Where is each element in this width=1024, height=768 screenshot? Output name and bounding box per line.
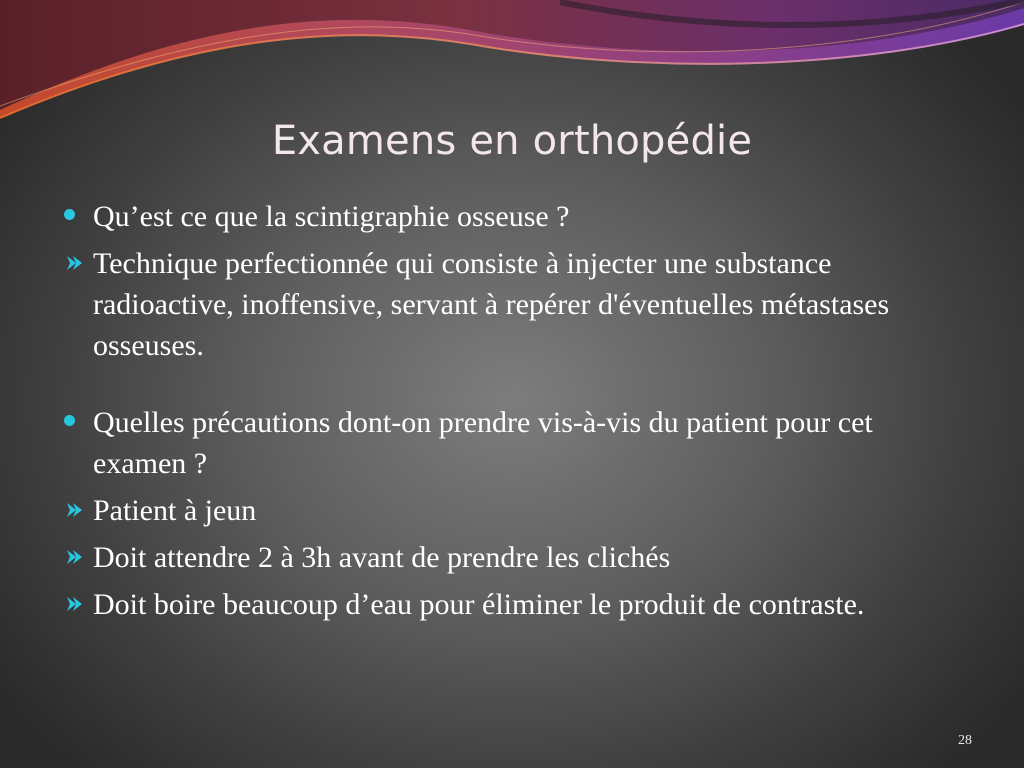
slide-content <box>62 196 962 631</box>
page-number: 28 <box>958 733 972 748</box>
bullet-answer-1 <box>62 243 962 366</box>
bullet-text: Doit attendre 2 à 3h avant de prendre les clichés <box>93 541 671 574</box>
slide-title: Examens en orthopédie <box>271 118 753 164</box>
bullet-answer-3 <box>62 537 962 578</box>
bullet-text: Doit boire beaucoup d’eau pour éliminer le produit de contraste. <box>93 588 865 621</box>
bullet-question-2 <box>62 402 962 484</box>
bullet-question-1 <box>62 196 962 237</box>
bullet-answer-4 <box>62 584 962 625</box>
bullet-text: Technique perfectionnée qui consiste à injecter une substance radioactive, inoffensive, servant à repérer d'éventuelles métastases osseuses. <box>93 247 890 362</box>
arrow-bullet-icon <box>64 490 90 531</box>
bullet-text: Qu’est ce que la scintigraphie osseuse ? <box>93 200 570 233</box>
bullet-text: Quelles précautions dont-on prendre vis-à-vis du patient pour cet examen ? <box>93 406 873 480</box>
bullet-dot-icon <box>64 196 90 237</box>
bullet-text: Patient à jeun <box>93 494 257 527</box>
bullet-dot-icon <box>64 402 90 443</box>
arrow-bullet-icon <box>64 537 90 578</box>
arrow-bullet-icon <box>64 584 90 625</box>
decorative-wave-banner <box>0 0 1024 130</box>
arrow-bullet-icon <box>64 243 90 284</box>
bullet-answer-2 <box>62 490 962 531</box>
